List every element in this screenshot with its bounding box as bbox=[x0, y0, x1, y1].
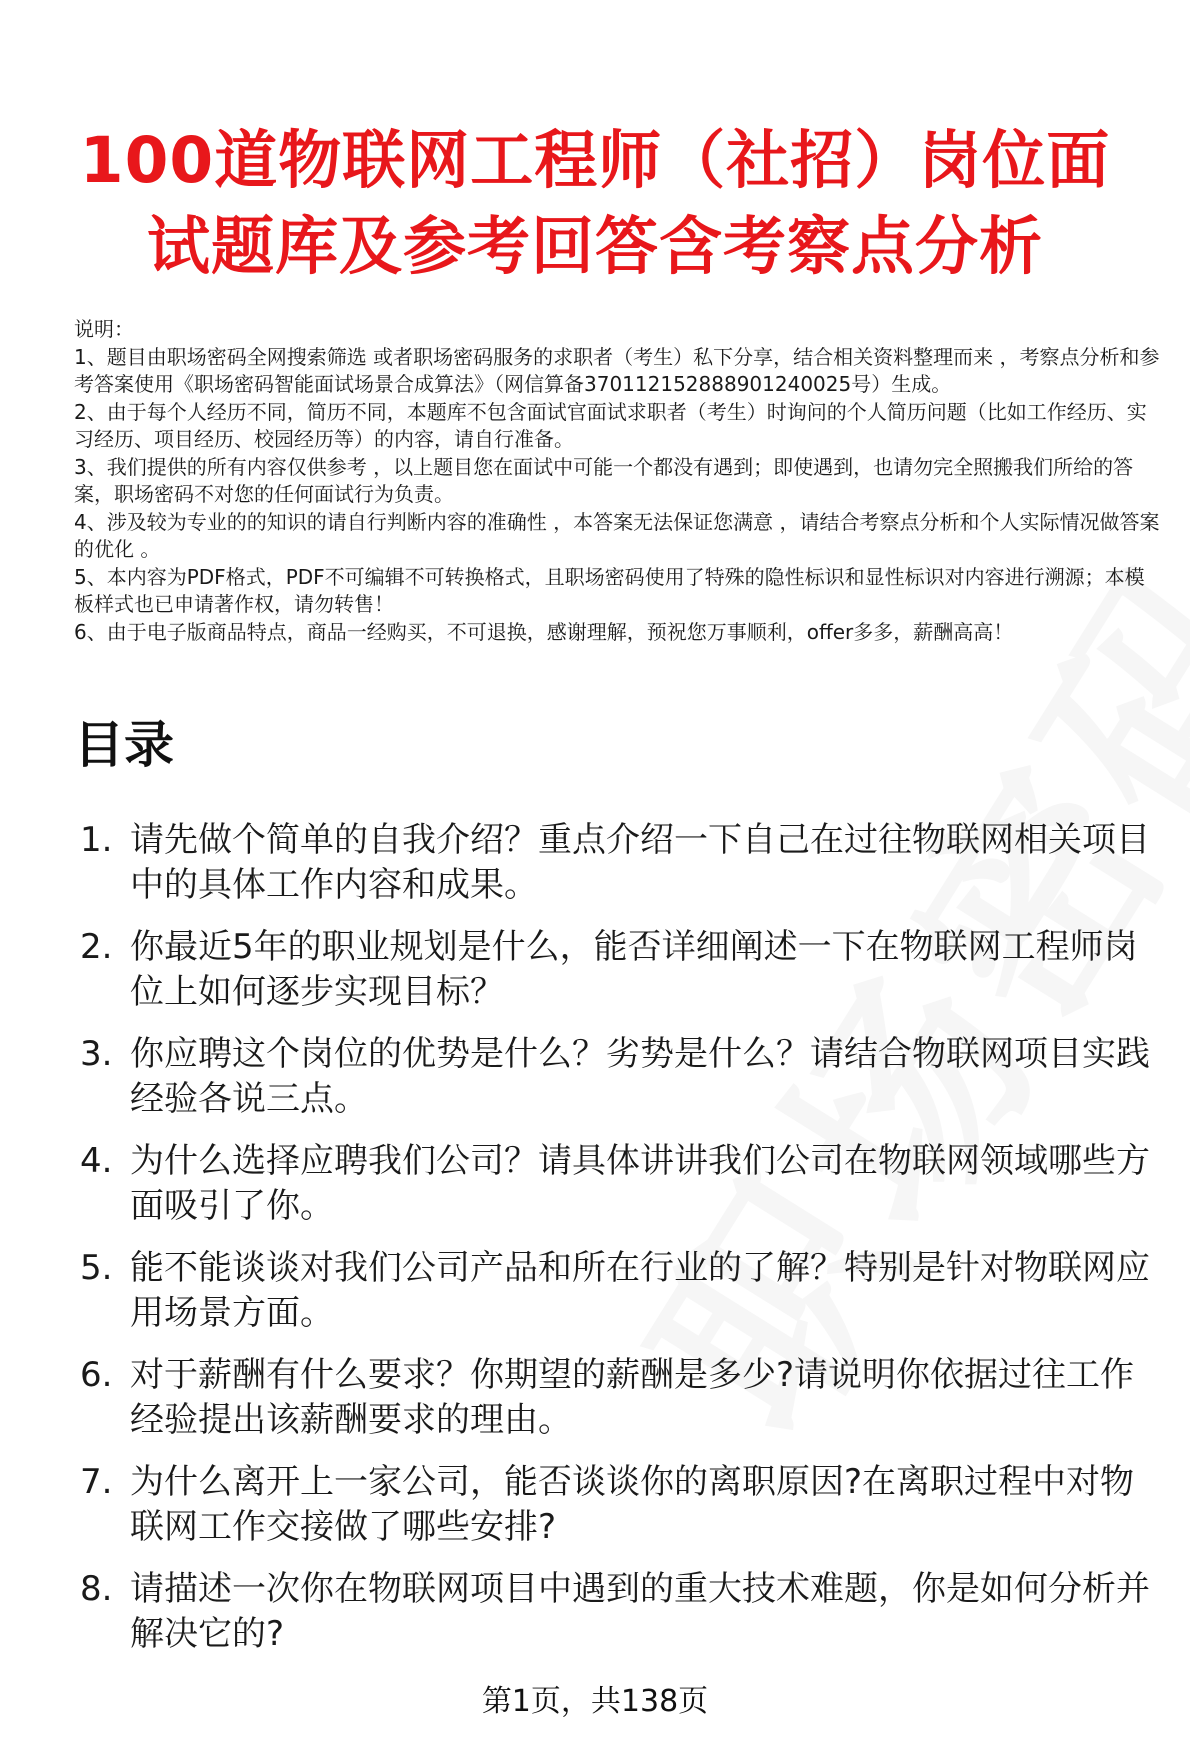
note-item: 4、涉及较为专业的的知识的请自行判断内容的准确性 ，本答案无法保证您满意 ，请结合考察点分析和个人实际情况做答案的优化 。 bbox=[74, 509, 1160, 561]
toc-item[interactable] bbox=[74, 925, 1164, 1015]
toc-item-text: 你最近5年的职业规划是什么，能否详细阐述一下在物联网工程师岗位上如何逐步实现目标？ bbox=[130, 927, 1138, 1012]
note-item: 1、题目由职场密码全网搜索筛选 或者职场密码服务的求职者（考生）私下分享，结合相关资料整理而来 ，考察点分析和参考答案使用《职场密码智能面试场景合成算法》（网信算备370112152888901240025号）生成。 bbox=[74, 344, 1160, 396]
toc-list bbox=[74, 818, 1164, 1674]
notes-heading: 说明： bbox=[74, 317, 134, 341]
toc-item-text: 为什么离开上一家公司，能否谈谈你的离职原因?在离职过程中对物联网工作交接做了哪些安排? bbox=[130, 1462, 1135, 1547]
note-item: 2、由于每个人经历不同，简历不同，本题库不包含面试官面试求职者（考生）时询问的个人简历问题（比如工作经历、实习经历、项目经历、校园经历等）的内容，请自行准备。 bbox=[74, 399, 1147, 451]
notes-section bbox=[74, 316, 1164, 646]
toc-item-text: 能不能谈谈对我们公司产品和所在行业的了解？特别是针对物联网应用场景方面。 bbox=[130, 1248, 1150, 1333]
toc-item-number: 3. bbox=[80, 1034, 113, 1074]
toc-item[interactable] bbox=[74, 1460, 1164, 1550]
toc-item-number: 2. bbox=[80, 927, 113, 967]
toc-item-number: 4. bbox=[80, 1141, 113, 1181]
toc-item[interactable] bbox=[74, 1353, 1164, 1443]
toc-item[interactable] bbox=[74, 1032, 1164, 1122]
toc-item-number: 1. bbox=[80, 820, 113, 860]
document-title bbox=[60, 118, 1130, 290]
toc-item-number: 6. bbox=[80, 1355, 113, 1395]
toc-item-text: 为什么选择应聘我们公司？请具体讲讲我们公司在物联网领域哪些方面吸引了你。 bbox=[130, 1141, 1150, 1226]
toc-item-text: 你应聘这个岗位的优势是什么？劣势是什么？请结合物联网项目实践经验各说三点。 bbox=[130, 1034, 1150, 1119]
toc-item-text: 请描述一次你在物联网项目中遇到的重大技术难题，你是如何分析并解决它的? bbox=[130, 1569, 1150, 1654]
toc-item-number: 7. bbox=[80, 1462, 113, 1502]
toc-heading: 目录 bbox=[74, 716, 174, 774]
toc-item-text: 请先做个简单的自我介绍？重点介绍一下自己在过往物联网相关项目中的具体工作内容和成果。 bbox=[130, 820, 1150, 905]
toc-item[interactable] bbox=[74, 1246, 1164, 1336]
toc-item[interactable] bbox=[74, 1139, 1164, 1229]
title-line-1: 100道物联网工程师（社招）岗位面 bbox=[79, 124, 1111, 197]
toc-item[interactable] bbox=[74, 1567, 1164, 1657]
toc-item-text: 对于薪酬有什么要求？你期望的薪酬是多少?请说明你依据过往工作经验提出该薪酬要求的理由。 bbox=[130, 1355, 1135, 1440]
toc-item-number: 5. bbox=[80, 1248, 113, 1288]
note-item: 6、由于电子版商品特点，商品一经购买，不可退换，感谢理解，预祝您万事顺利，offer多多，薪酬高高！ bbox=[74, 619, 1014, 644]
note-item: 3、我们提供的所有内容仅供参考 ，以上题目您在面试中可能一个都没有遇到；即使遇到，也请勿完全照搬我们所给的答案，职场密码不对您的任何面试行为负责。 bbox=[74, 454, 1134, 506]
toc-item[interactable] bbox=[74, 818, 1164, 908]
page-footer: 第1页，共138页 bbox=[481, 1684, 709, 1719]
toc-item-number: 8. bbox=[80, 1569, 113, 1609]
note-item: 5、本内容为PDF格式，PDF不可编辑不可转换格式，且职场密码使用了特殊的隐性标识和显性标识对内容进行溯源；本模板样式也已申请著作权，请勿转售！ bbox=[74, 564, 1145, 616]
title-line-2: 试题库及参考回答含考察点分析 bbox=[147, 210, 1043, 283]
